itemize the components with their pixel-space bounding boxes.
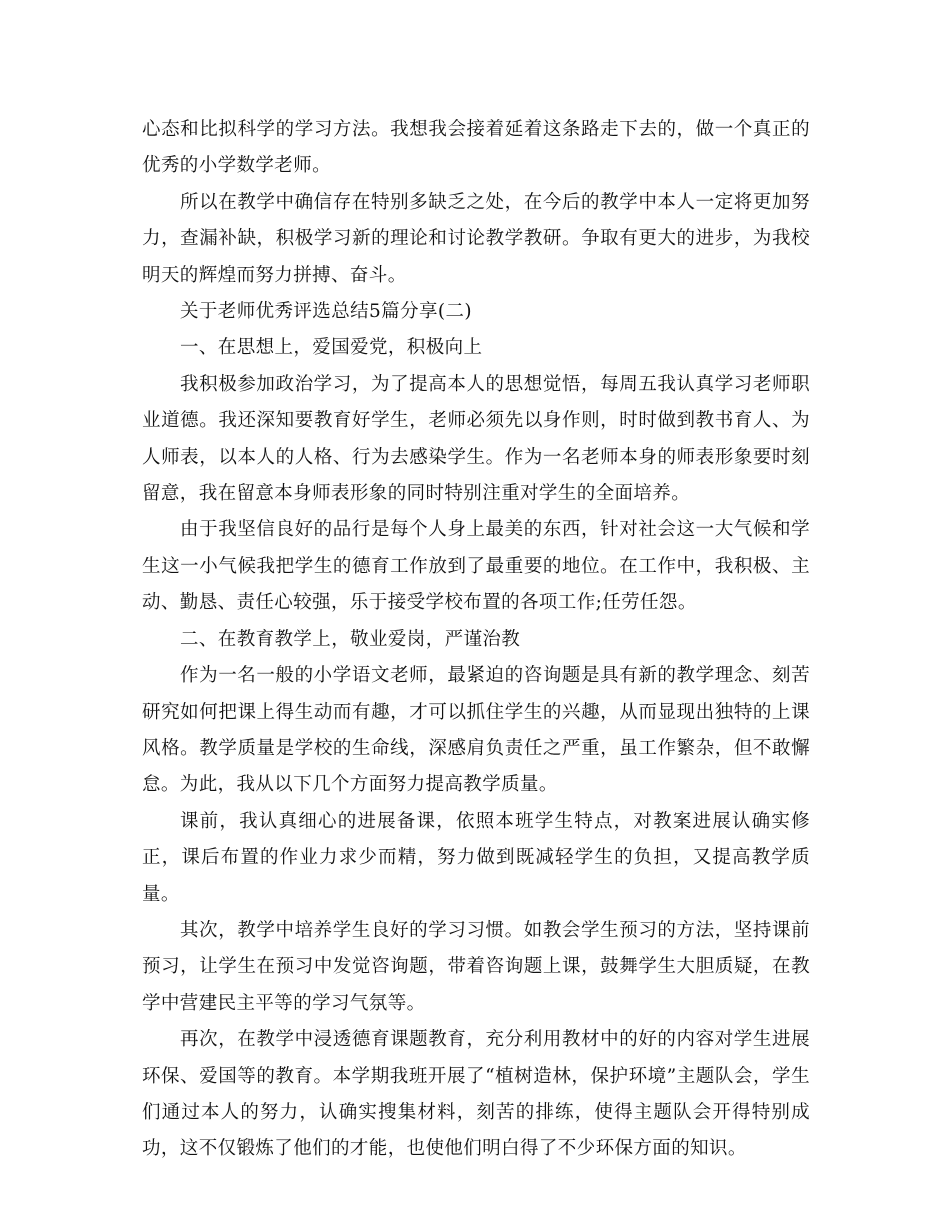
paragraph-2: 所以在教学中确信存在特别多缺乏之处，在今后的教学中本人一定将更加努力，查漏补缺，积极学习新的理论和讨论教学教研。争取有更大的进步，为我校明天的辉煌而努力拼搏、奋斗。 <box>142 191 810 286</box>
paragraph-1: 心态和比拟科学的学习方法。我想我会接着延着这条路走下去的，做一个真正的优秀的小学数学老师。 <box>142 119 810 177</box>
heading-ideology: 一、在思想上，爱国爱党，积极向上 <box>180 337 483 359</box>
heading-teaching: 二、在教育教学上，敬业爱岗，严谨治教 <box>180 628 521 650</box>
paragraph-lesson-prep: 课前，我认真细心的进展备课，依照本班学生特点，对教案进展认确实修正，课后布置的作业力求少而精，努力做到既减轻学生的负担，又提高教学质量。 <box>142 810 810 905</box>
paragraph-moral-education: 由于我坚信良好的品行是每个人身上最美的东西，针对社会这一大气候和学生这一小气候我把学生的德育工作放到了最重要的地位。在工作中，我积极、主动、勤恳、责任心较强，乐于接受学校布置的各项工作;任劳任怨。 <box>142 519 810 614</box>
paragraph-moral-topics: 再次，在教学中浸透德育课题教育，充分利用教材中的好的内容对学生进展环保、爱国等的教育。本学期我班开展了“植树造林，保护环境”主题队会，学生们通过本人的努力，认确实搜集材料，刻苦的排练，使得主题队会开得特别成功，这不仅锻炼了他们的才能，也使他们明白得了不少环保方面的知识。 <box>142 1029 810 1160</box>
section-title: 关于老师优秀评选总结5篇分享(二) <box>180 301 473 323</box>
paragraph-teaching-quality: 作为一名一般的小学语文老师，最紧迫的咨询题是具有新的教学理念、刻苦研究如何把课上得生动而有趣，才可以抓住学生的兴趣，从而显现出独特的上课风格。教学质量是学校的生命线，深感肩负责任之严重，虽工作繁杂，但不敢懈怠。为此，我从以下几个方面努力提高教学质量。 <box>142 665 810 796</box>
paragraph-political-study: 我积极参加政治学习，为了提高本人的思想觉悟，每周五我认真学习老师职业道德。我还深知要教育好学生，老师必须先以身作则，时时做到教书育人、为人师表，以本人的人格、行为去感染学生。作为一名老师本身的师表形象要时刻留意，我在留意本身师表形象的同时特别注重对学生的全面培养。 <box>142 373 810 505</box>
paragraph-study-habits: 其次，教学中培养学生良好的学习习惯。如教会学生预习的方法，坚持课前预习，让学生在预习中发觉咨询题，带着咨询题上课，鼓舞学生大胆质疑，在教学中营建民主平等的学习气氛等。 <box>142 919 810 1014</box>
